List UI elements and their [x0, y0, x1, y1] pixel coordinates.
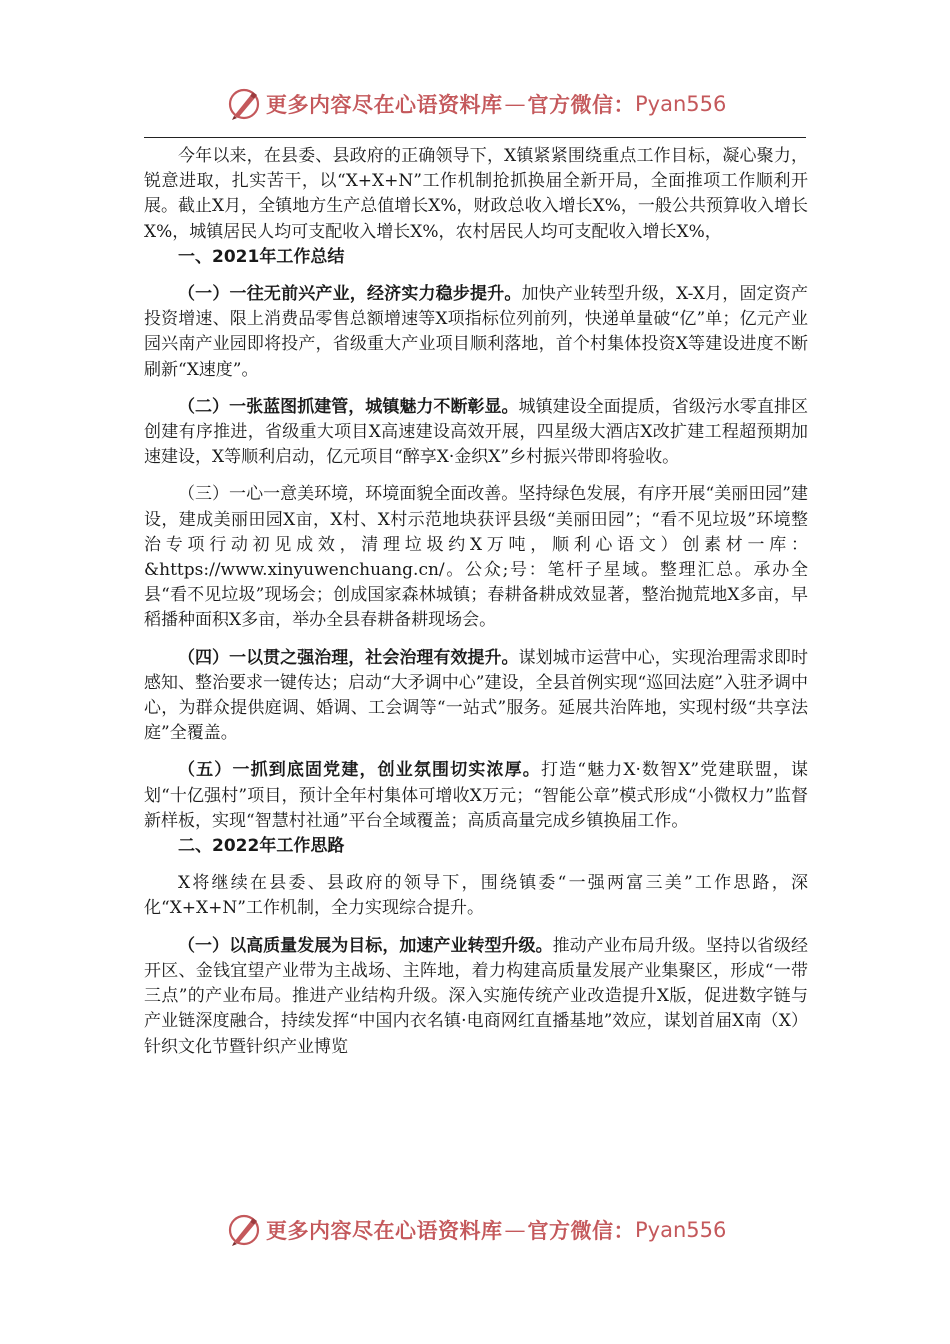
watermark-text: 更多内容尽在心语资料库: [266, 92, 503, 117]
watermark-banner-top: [226, 84, 726, 124]
section2-item-1-body: 推动产业布局升级。坚持以省级经开区、金钱宜望产业带为主战场、主阵地，着力构建高质量发展产业集聚区，形成“一带三点”的产业布局。推进产业结构升级。深入实施传统产业改造提升X版，促进数字链与产业链深度融合，持续发挥“中国内衣名镇·电商网红直播基地”效应，谋划首届X南（X）针织文化节暨针织产业博览: [144, 935, 809, 1057]
section1-item-4-body: 谋划城市运营中心，实现治理需求即时感知、整治要求一键传达；启动“大矛调中心”建设，全县首例实现“巡回法庭”入驻矛调中心，为群众提供庭调、婚调、工会调等“一站式”服务。延展共治阵地，实现村级“共享法庭”全覆盖。: [144, 647, 809, 744]
watermark-wechat-id: Pyan556: [635, 92, 727, 116]
section1-item-2-lead: （二）一张蓝图抓建管，城镇魅力不断彰显。: [178, 396, 519, 417]
section1-item-5: [144, 758, 808, 834]
section1-item-4: [144, 646, 808, 747]
section1-item-2: [144, 395, 808, 471]
section1-item-1-lead: （一）一往无前兴产业，经济实力稳步提升。: [178, 284, 522, 305]
section1-item-5-body: 打造“魅力X·数智X”党建联盟，谋划“十亿强村”项目，预计全年村集体可增收X万元；“智能公章”模式形成“小微权力”监督新样板，实现“智慧村社通”平台全域覆盖；高质高量完成乡镇换届工作。: [144, 760, 809, 831]
section1-heading: 一、2021年工作总结: [178, 246, 345, 267]
watermark-banner-bottom: [226, 1210, 726, 1250]
section2-heading: 二、2022年工作思路: [178, 836, 345, 857]
watermark-wechat-label: 官方微信：: [527, 1218, 635, 1243]
pen-logo-icon: [226, 86, 262, 122]
section1-item-3-body: （三）一心一意美环境，环境面貌全面改善。坚持绿色发展，有序开展“美丽田园”建设，建成美丽田园X亩，X村、X村示范地块获评县级“美丽田园”；“看不见垃圾”环境整治专项行动初见成效，清理垃圾约X万吨，顺利心语文）创素材一库：&https://www.xinyuwenchuang.cn/。公众;号：笔杆子星域。整理汇总。承办全县“看不见垃圾”现场会；创成国家森林城镇；春耕备耕成效显著，整治抛荒地X多亩，早稻播种面积X多亩，举办全县春耕备耕现场会。: [144, 484, 808, 631]
section1-item-3: [144, 482, 808, 633]
intro-paragraph: 今年以来，在县委、县政府的正确领导下，X镇紧紧围绕重点工作目标，凝心聚力，锐意进取，扎实苦干，以“X+X+N”工作机制抢抓换届全新开局，全面推项工作顺利开展。截止X月，全镇地方生产总值增长X%，财政总收入增长X%，一般公共预算收入增长X%，城镇居民人均可支配收入增长X%，农村居民人均可支配收入增长X%，: [144, 146, 808, 242]
section1-item-2-body: 城镇建设全面提质，省级污水零直排区创建有序推进，省级重大项目X高速建设高效开展，四星级大酒店X改扩建工程超预期加速建设，X等顺利启动，亿元项目“醉享X·金织X”乡村振兴带即将验收。: [144, 396, 809, 468]
section1-item-1-body: 加快产业转型升级，X-X月，固定资产投资增速、限上消费品零售总额增速等X项指标位列前列，快递单量破“亿”单；亿元产业园兴南产业园即将投产，省级重大产业项目顺利落地，首个村集体投资X等建设进度不断刷新“X速度”。: [144, 284, 808, 380]
section1-item-5-lead: （五）一抓到底固党建，创业氛围切实浓厚。: [178, 760, 541, 781]
watermark-wechat-id: Pyan556: [635, 1218, 727, 1242]
document-body: [144, 144, 808, 1060]
watermark-wechat-label: 官方微信：: [527, 92, 635, 117]
section1-item-4-lead: （四）一以贯之强治理，社会治理有效提升。: [178, 647, 519, 668]
watermark-text: 更多内容尽在心语资料库: [266, 1218, 503, 1243]
section2-item-1: [144, 934, 808, 1060]
section2-item-1-lead: （一）以高质量发展为目标，加速产业转型升级。: [178, 935, 553, 956]
section2-intro: X将继续在县委、县政府的领导下，围绕镇委“一强两富三美”工作思路，深化“X+X+N”工作机制，全力实现综合提升。: [144, 873, 808, 919]
watermark-dash: —: [504, 1218, 526, 1242]
section1-item-1: [144, 282, 808, 383]
watermark-dash: —: [504, 92, 526, 116]
pen-logo-icon: [226, 1212, 262, 1248]
header-rule: [144, 137, 806, 138]
